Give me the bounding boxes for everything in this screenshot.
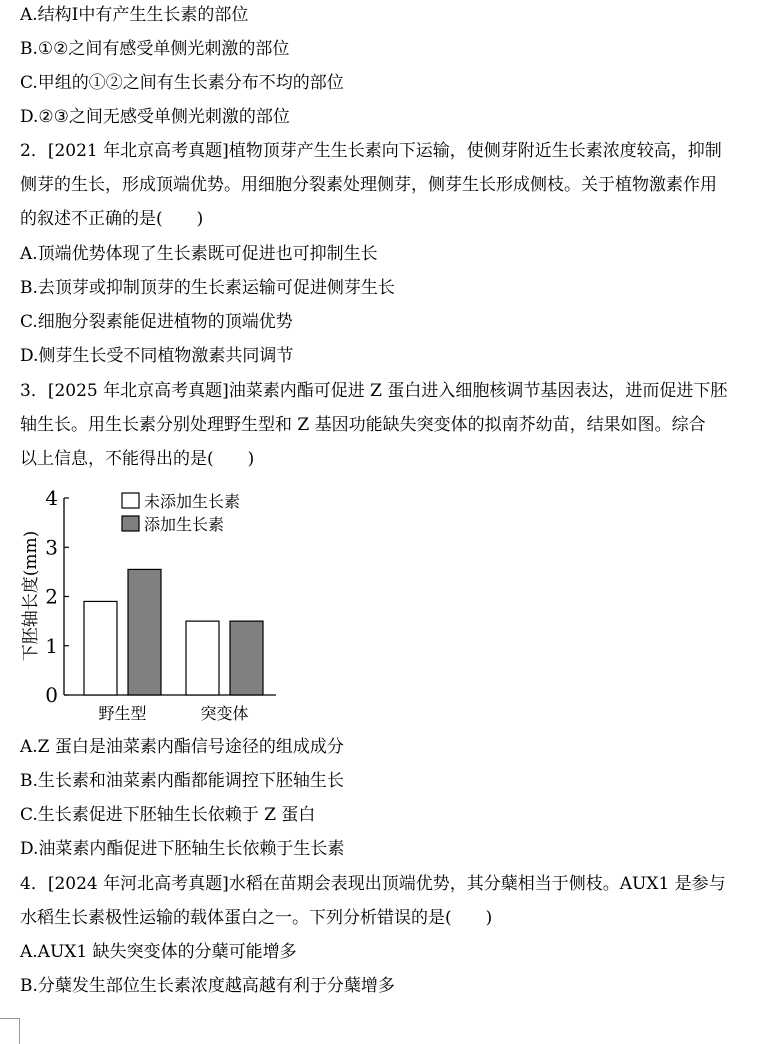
q1-option-a: A.结构Ⅰ中有产生生长素的部位 bbox=[20, 5, 249, 25]
bar-0-1 bbox=[128, 569, 161, 695]
q3-stem-line2: 轴生长。用生长素分别处理野生型和 Z 基因功能缺失突变体的拟南芥幼苗，结果如图。综合 bbox=[20, 415, 706, 435]
q4-stem-line2: 水稻生长素极性运输的载体蛋白之一。下列分析错误的是( ) bbox=[20, 908, 493, 928]
q2-stem-line1: 2．[2021 年北京高考真题]植物顶芽产生生长素向下运输，使侧芽附近生长素浓度较高，抑制 bbox=[20, 141, 722, 161]
y-tick-label: 1 bbox=[45, 633, 58, 658]
bar-chart bbox=[18, 486, 288, 726]
x-category-label: 突变体 bbox=[200, 704, 249, 723]
q3-option-a: A.Z 蛋白是油菜素内酯信号途径的组成成分 bbox=[20, 737, 344, 757]
q4-stem-line1: 4．[2024 年河北高考真题]水稻在苗期会表现出顶端优势，其分蘖相当于侧枝。AUX1 是参与 bbox=[20, 874, 726, 894]
q2-option-c: C.细胞分裂素能促进植物的顶端优势 bbox=[20, 312, 293, 332]
q3-option-c: C.生长素促进下胚轴生长依赖于 Z 蛋白 bbox=[20, 805, 316, 825]
q3-option-b: B.生长素和油菜素内酯都能调控下胚轴生长 bbox=[20, 771, 344, 791]
q2-stem-line3: 的叙述不正确的是( ) bbox=[20, 209, 204, 229]
q2-stem-line2: 侧芽的生长，形成顶端优势。用细胞分裂素处理侧芽，侧芽生长形成侧枝。关于植物激素作用 bbox=[20, 175, 717, 195]
q4-option-a: A.AUX1 缺失突变体的分蘖可能增多 bbox=[20, 942, 297, 962]
q3-option-d: D.油菜素内酯促进下胚轴生长依赖于生长素 bbox=[20, 839, 345, 859]
q1-option-d: D.②③之间无感受单侧光刺激的部位 bbox=[20, 107, 290, 127]
bar-0-0 bbox=[84, 601, 117, 695]
legend-label-auxin: 添加生长素 bbox=[144, 515, 225, 534]
q4-option-b: B.分蘖发生部位生长素浓度越高越有利于分蘖增多 bbox=[20, 976, 395, 996]
legend-swatch-no-auxin bbox=[122, 493, 139, 508]
legend-swatch-auxin bbox=[122, 516, 139, 531]
q3-stem-line3: 以上信息，不能得出的是( ) bbox=[20, 449, 255, 469]
y-tick-label: 0 bbox=[45, 683, 58, 707]
q2-option-b: B.去顶芽或抑制顶芽的生长素运输可促进侧芽生长 bbox=[20, 278, 395, 298]
q3-stem-line1: 3．[2025 年北京高考真题]油菜素内酯可促进 Z 蛋白进入细胞核调节基因表达，进而促进下胚 bbox=[20, 381, 728, 401]
y-tick-label: 2 bbox=[45, 584, 58, 609]
q1-option-b: B.①②之间有感受单侧光刺激的部位 bbox=[20, 39, 290, 59]
bar-1-0 bbox=[186, 621, 219, 695]
legend-label-no-auxin: 未添加生长素 bbox=[144, 492, 241, 511]
q2-option-a: A.顶端优势体现了生长素既可促进也可抑制生长 bbox=[20, 244, 378, 264]
bar-1-1 bbox=[230, 621, 263, 695]
page-corner-mark bbox=[0, 1018, 20, 1044]
q2-option-d: D.侧芽生长受不同植物激素共同调节 bbox=[20, 346, 294, 366]
q1-option-c: C.甲组的①②之间有生长素分布不均的部位 bbox=[20, 73, 344, 93]
y-tick-label: 3 bbox=[45, 535, 58, 560]
chart-ylabel: 下胚轴长度(mm) bbox=[21, 530, 41, 662]
x-category-label: 野生型 bbox=[98, 704, 147, 723]
y-tick-label: 4 bbox=[45, 486, 58, 510]
